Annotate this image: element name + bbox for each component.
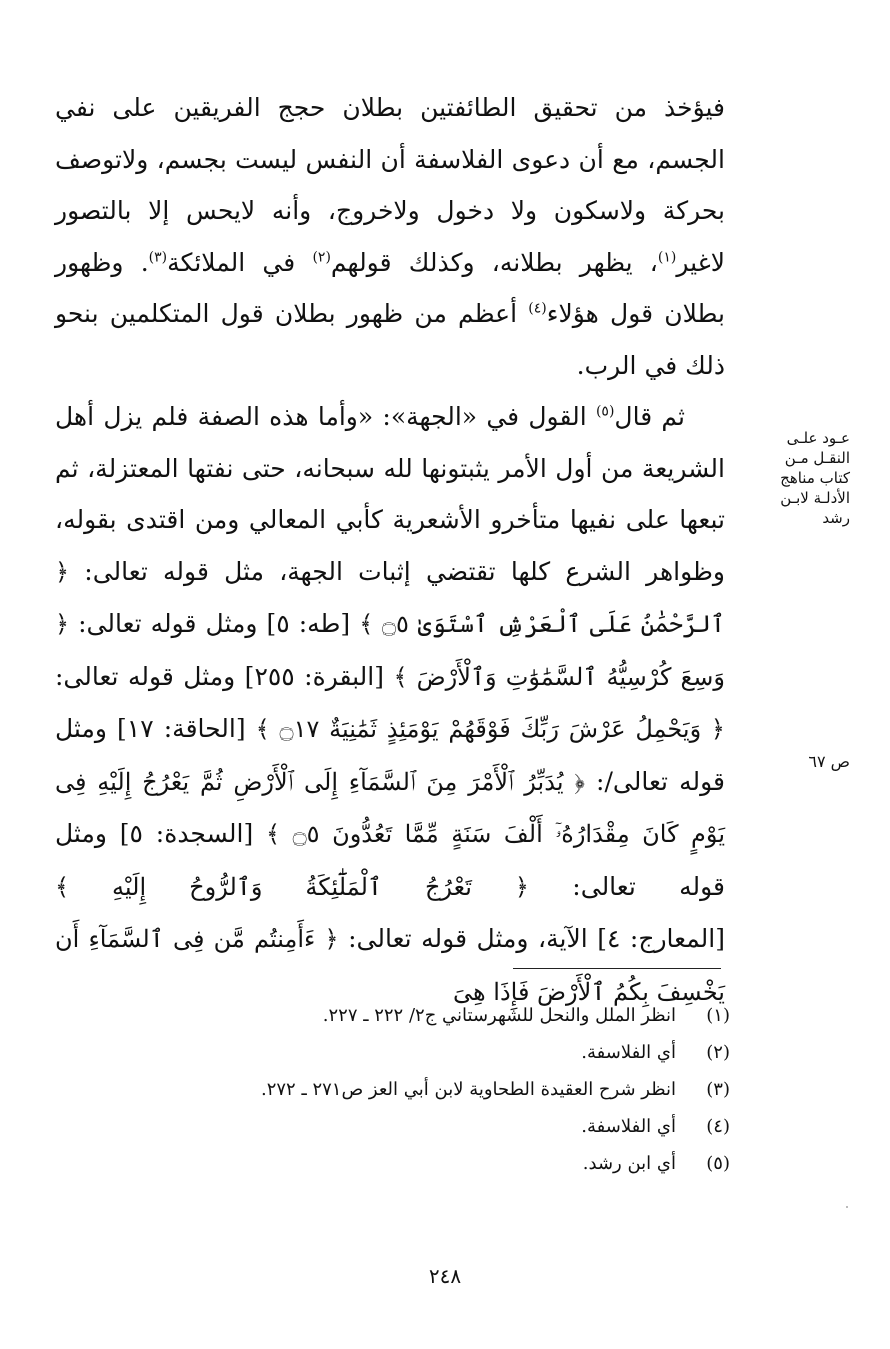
verse-ref-2: [البقرة: ٢٥٥] bbox=[235, 661, 394, 691]
quran-verse-6: ﴿ ءَأَمِنتُم مَّن فِى ٱلسَّمَآءِ أَن يَخْسِفَ بِكُمُ ٱلْأَرْضَ فَإِذَا هِىَ bbox=[55, 925, 725, 1006]
margin-page-ref: ص ٦٧ bbox=[808, 752, 850, 771]
quran-verse-1: ﴿ ٱلرَّحْمَٰنُ عَلَى ٱلْعَرْشِ ٱسْتَوَىٰ ۝٥ ﴾ bbox=[55, 557, 725, 638]
main-text bbox=[55, 82, 725, 1018]
para2-text-e: ومثل قوله تعالى/: bbox=[55, 714, 725, 796]
paragraph-1 bbox=[55, 82, 725, 391]
para2-text-c: ومثل قوله تعالى: bbox=[69, 609, 258, 638]
footnote-item bbox=[150, 1071, 730, 1108]
footnote-text: أي ابن رشد. bbox=[582, 1153, 676, 1174]
para2-text-b: القول في «الجهة»: «وأما هذه الصفة فلم يزل أهل الشريعة من أول الأمر يثبتونها لله سبحانه، حتى نفتها المعتزلة، ثم تبعها على نفيها متأخرو الأشعرية كأبي المعالي ومن اقتدى بقوله، وظواهر الشرع كلها تقتضي إثبات الجهة، مثل قوله تعالى: bbox=[55, 402, 725, 586]
footnote-item bbox=[150, 1108, 730, 1145]
verse-ref-1: [طه: ٥] bbox=[257, 609, 360, 638]
para1-text-b: ، يظهر بطلانه، وكذلك قولهم bbox=[330, 247, 658, 277]
footnote-item bbox=[150, 1034, 730, 1071]
para2-text-f: ومثل قوله تعالى: bbox=[55, 819, 726, 901]
footnote-text: أي الفلاسفة. bbox=[581, 1042, 676, 1063]
page-number: ٢٤٨ bbox=[428, 1264, 462, 1288]
verse-ref-5: [المعارج: ٤] الآية، bbox=[528, 924, 726, 953]
quran-verse-3: ﴿ وَيَحْمِلُ عَرْشَ رَبِّكَ فَوْقَهُمْ يَوْمَئِذٍ ثَمَٰنِيَةٌ ۝١٧ ﴾ bbox=[255, 715, 725, 743]
scan-speck bbox=[846, 1206, 848, 1208]
quran-verse-4: ﴿ يُدَبِّرُ ٱلْأَمْرَ مِنَ ٱلسَّمَآءِ إِلَى ٱلْأَرْضِ ثُمَّ يَعْرُجُ إِلَيْهِ فِى يَوْمٍ كَانَ مِقْدَارُهُۥٓ أَلْفَ سَنَةٍ مِّمَّا تَعُدُّونَ ۝٥ ﴾ bbox=[55, 767, 725, 848]
footnote-text: أي الفلاسفة. bbox=[581, 1116, 676, 1137]
para2-text-a: ثم قال bbox=[614, 402, 685, 431]
para1-text-c: في الملائكة bbox=[167, 247, 313, 277]
footnote-ref-2[interactable]: (٢) bbox=[312, 249, 331, 266]
footnote-text: انظر الملل والنحل للشهرستاني ج٢/ ٢٢٢ ـ ٢٢٧. bbox=[322, 1005, 676, 1026]
margin-note: عـود علـى النقـل مـن كتاب مناهج الأدلـة لابـن رشد bbox=[780, 429, 850, 527]
footnotes-list bbox=[150, 997, 730, 1182]
footnote-item bbox=[150, 1145, 730, 1182]
footnote-ref-1[interactable]: (١) bbox=[657, 249, 677, 266]
footnote-text: انظر شرح العقيدة الطحاوية لابن أبي العز ص٢٧١ ـ ٢٧٢. bbox=[260, 1079, 676, 1100]
footnote-number: (٥) bbox=[706, 1153, 730, 1174]
para1-text-d: . وظهور بطلان قول هؤلاء bbox=[55, 247, 726, 328]
footnote-number: (٣) bbox=[706, 1079, 730, 1100]
footnote-divider bbox=[513, 968, 721, 969]
footnote-ref-3[interactable]: (٣) bbox=[148, 249, 168, 266]
quran-verse-5: ﴿ تَعْرُجُ ٱلْمَلَٰٓئِكَةُ وَٱلرُّوحُ إِلَيْهِ ﴾ bbox=[55, 872, 529, 901]
para1-text: فيؤخذ من تحقيق الطائفتين بطلان حجج الفريقين على نفي الجسم، مع أن دعوى الفلاسفة أن النفس ليست بجسم، ولاتوصف بحركة ولاسكون ولا دخول ولاخروج، وأنه لايحس إلا بالتصور لاغير bbox=[55, 93, 725, 277]
footnote-number: (١) bbox=[706, 1005, 730, 1026]
footnote-ref-4[interactable]: (٤) bbox=[528, 300, 547, 317]
footnote-number: (٢) bbox=[706, 1042, 730, 1063]
footnote-number: (٤) bbox=[706, 1116, 730, 1137]
quran-verse-2: ﴿ وَسِعَ كُرْسِيُّهُ ٱلسَّمَٰوَٰتِ وَٱلْأَرْضَ ﴾ bbox=[55, 610, 725, 691]
footnote-item bbox=[150, 997, 730, 1034]
paragraph-2 bbox=[55, 391, 725, 1018]
verse-ref-3: [الحاقة: ١٧] bbox=[106, 714, 256, 743]
footnote-ref-5[interactable]: (٥) bbox=[595, 403, 615, 420]
para1-text-e: أعظم من ظهور بطلان قول المتكلمين بنحو ذلك في الرب. bbox=[55, 299, 725, 380]
para2-text-d: ومثل قوله تعالى: bbox=[55, 661, 236, 691]
para2-text-g: ومثل قوله تعالى: bbox=[338, 924, 529, 953]
verse-ref-4: [السجدة: ٥] bbox=[106, 819, 267, 848]
